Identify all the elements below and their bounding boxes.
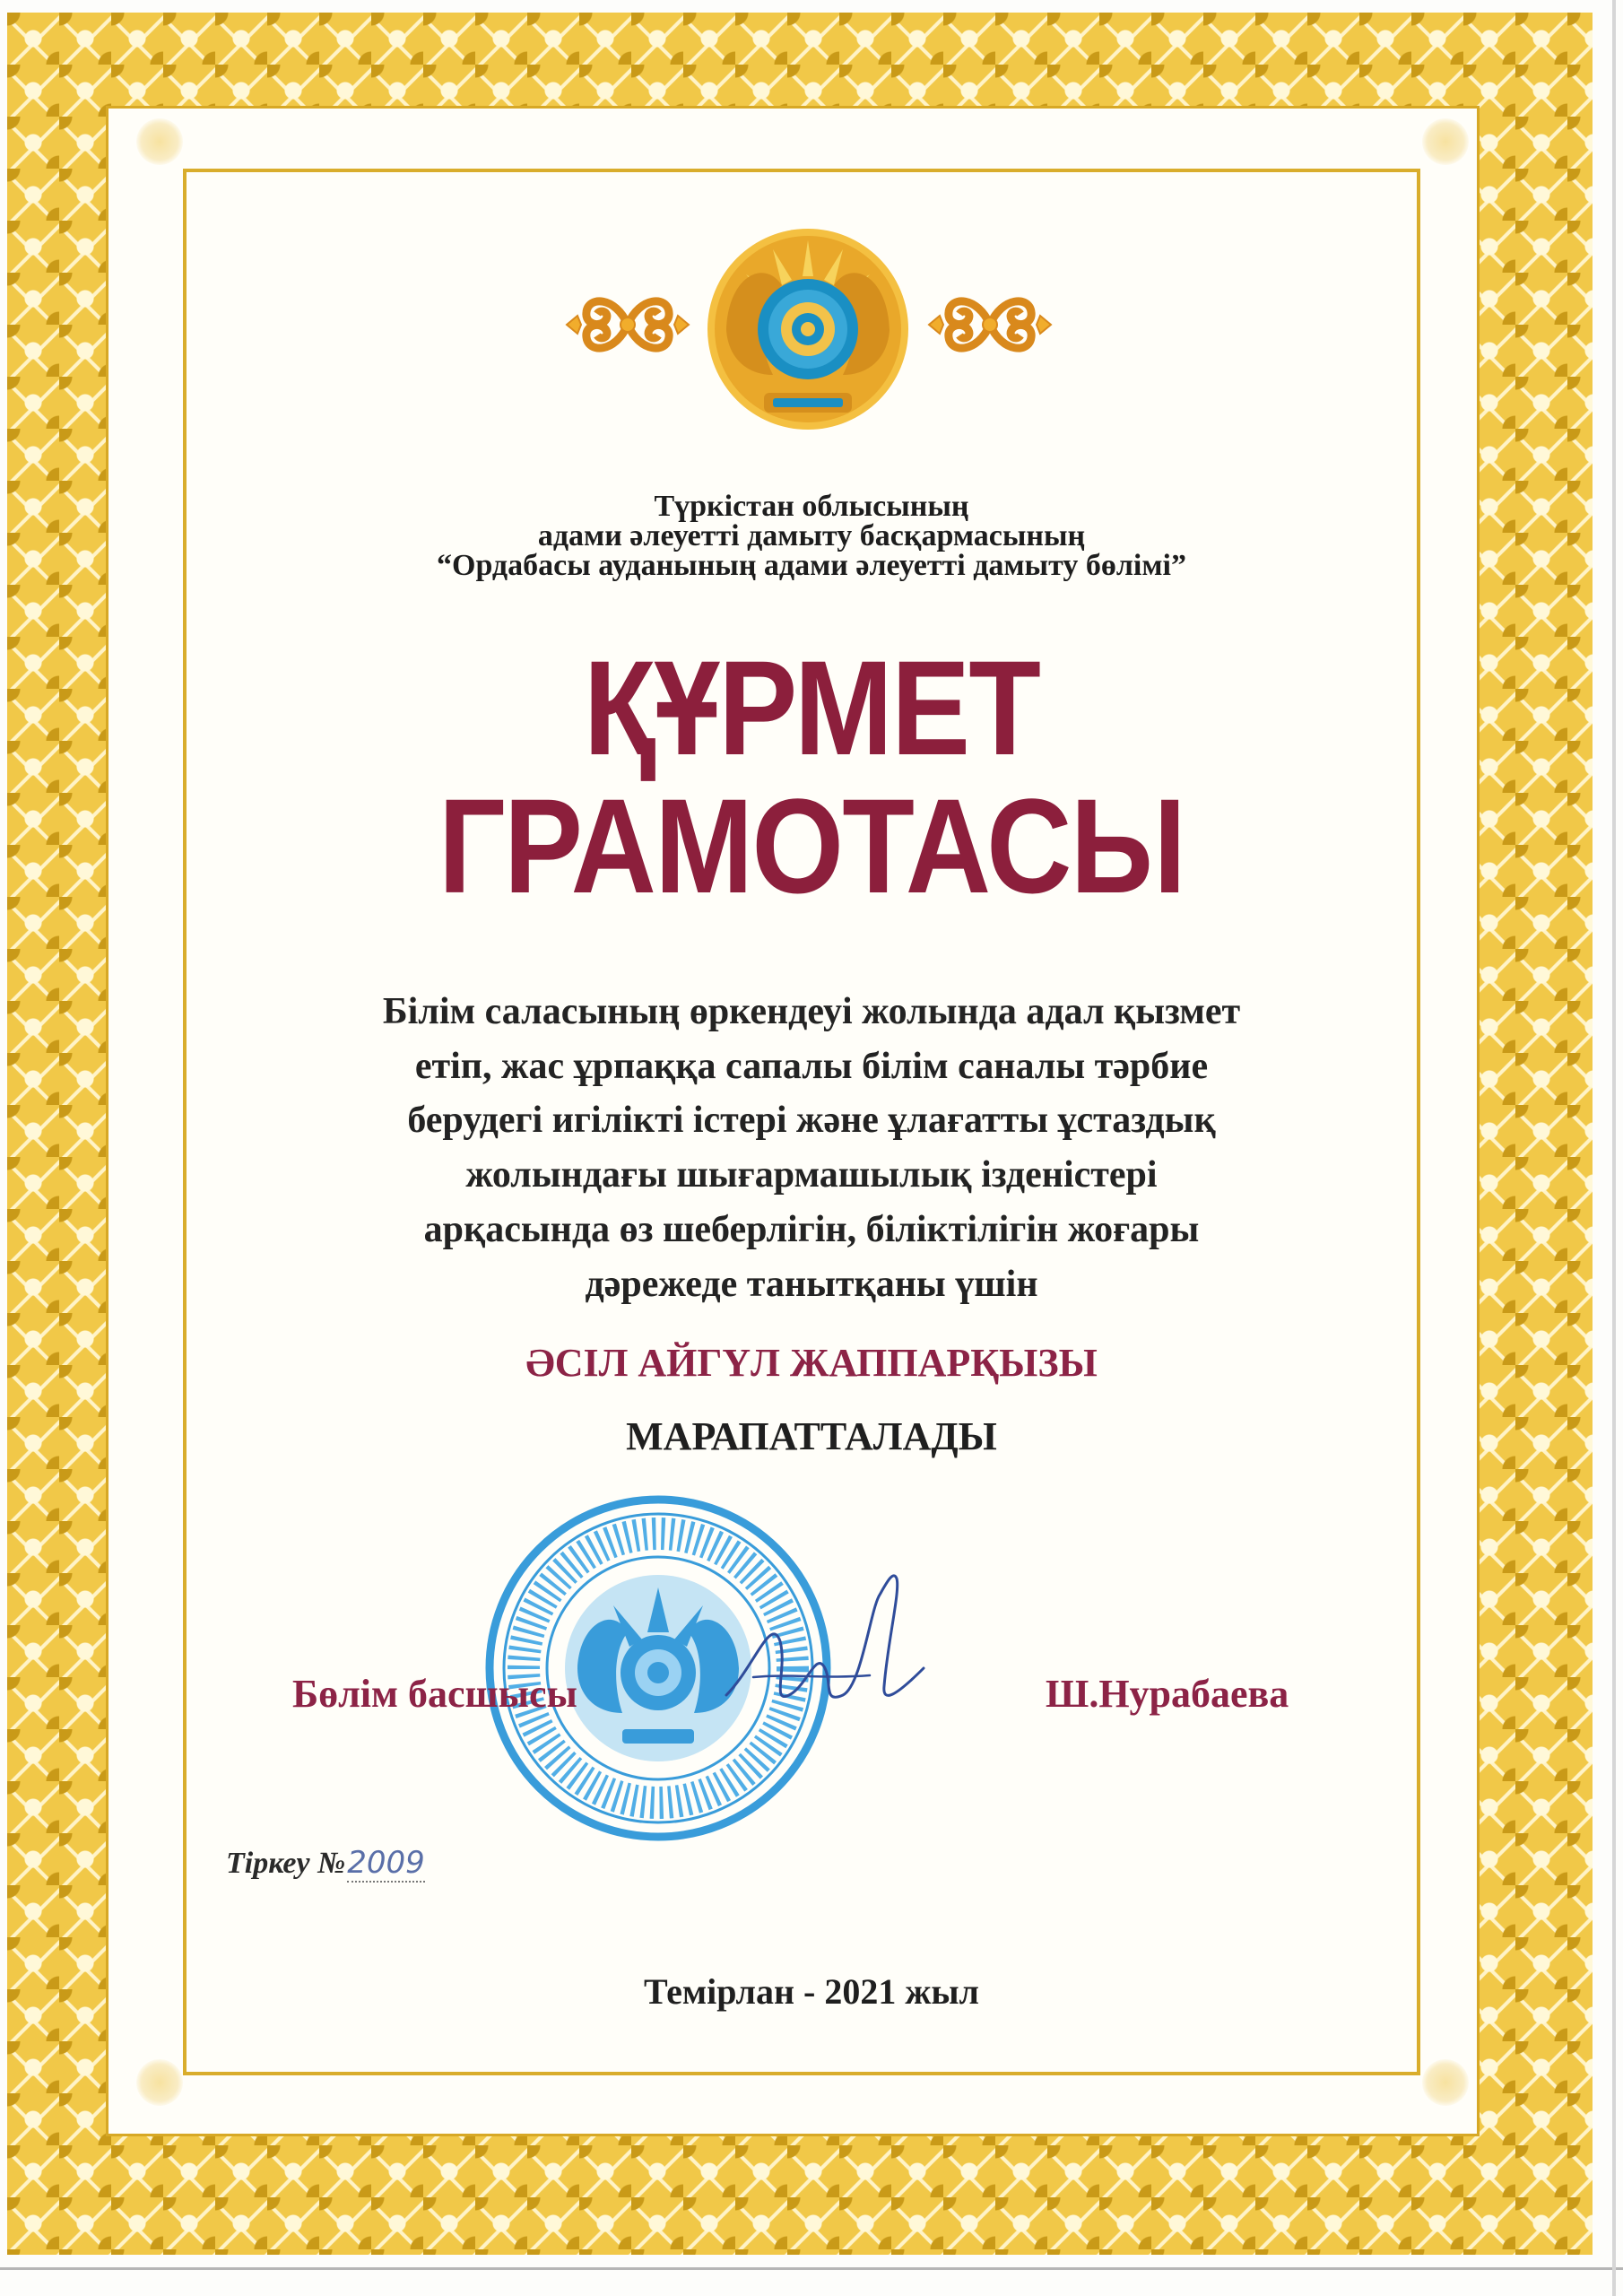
signatory-name: Ш.Нурабаева [1046,1672,1289,1716]
state-emblem-icon [701,222,915,436]
registration-value: 2009 [347,1845,425,1881]
ornament-left-icon [561,269,694,380]
body-line: дәрежеде танытқаны үшін [585,1264,1038,1305]
awarded-label: МАРАПАТТАЛАДЫ [626,1414,997,1458]
corner-rosette [1422,118,1469,165]
scan-edge [0,2267,1623,2270]
ornament-right-icon [924,269,1056,380]
issuer-line-1: Түркістан облысының [654,490,969,523]
title-line-2: ГРАМОТАСЫ [438,770,1185,921]
corner-rosette [136,118,183,165]
title-line-1: ҚҰРМЕТ [583,632,1040,783]
body-line: етіп, жас ұрпаққа сапалы білім саналы тәрбие [414,1046,1209,1087]
body-line: Білім саласының өркендеуі жолында адал қызмет [382,991,1241,1032]
body-line: жолындағы шығармашылық ізденістері [465,1154,1158,1196]
issuer-line-3: “Ордабасы ауданының адами әлеуетті дамыту бөлімі” [437,549,1186,582]
scan-edge [1612,0,1616,2296]
place-and-year: Темірлан - 2021 жыл [643,1971,979,2012]
signature-icon [717,1561,933,1740]
signatory-position: Бөлім басшысы [292,1672,577,1716]
corner-rosette [1422,2059,1469,2106]
registration-number [226,1845,425,1882]
body-line: берудегі игілікті істері және ұлағатты ұстаздық [407,1100,1216,1141]
issuer-line-2: адами әлеуетті дамыту басқармасының [537,519,1086,552]
corner-rosette [136,2059,183,2106]
recipient-name: ӘСІЛ АЙГҮЛ ЖАППАРҚЫЗЫ [525,1341,1098,1385]
body-line: арқасында өз шеберлігін, біліктілігін жоғары [423,1209,1200,1250]
registration-label: Тіркеу № [226,1847,346,1880]
